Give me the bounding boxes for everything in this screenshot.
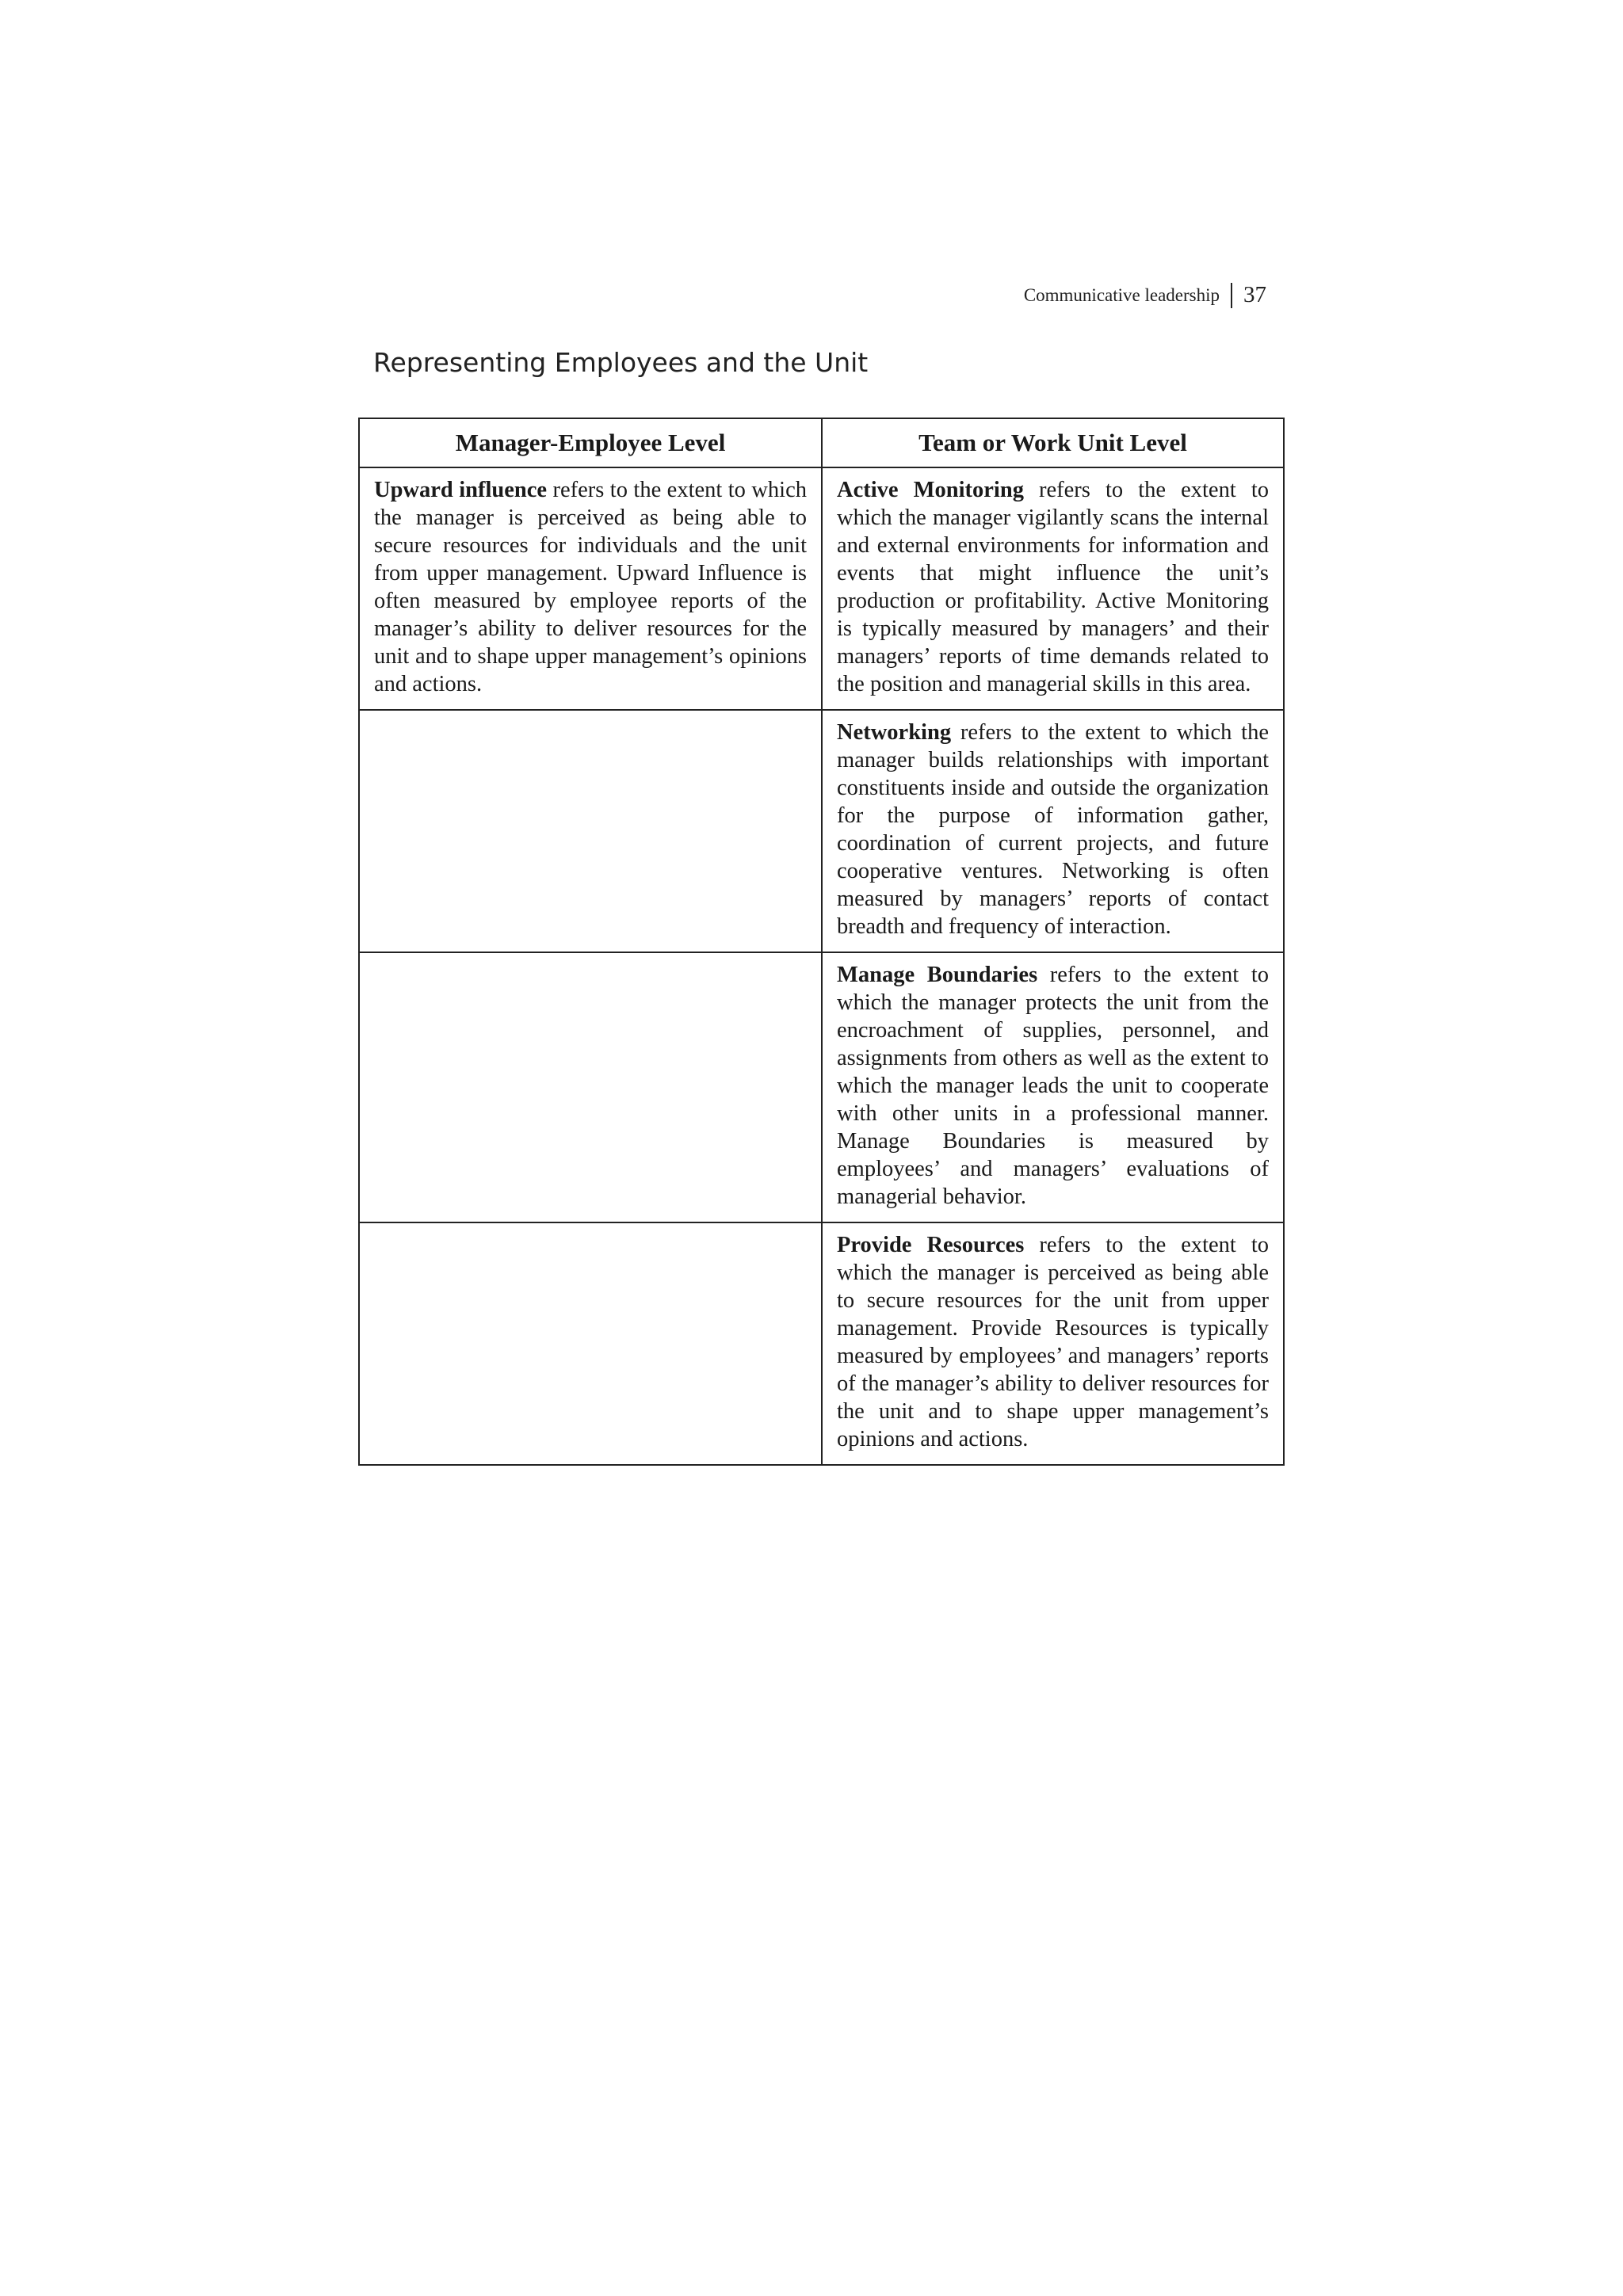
leadership-concepts-table	[358, 418, 1285, 1466]
term-provide-resources: Provide Resources	[837, 1233, 1025, 1257]
table-cell-manager-employee	[359, 1222, 822, 1465]
definition-text: refers to the extent to which the manager is perceived as being able to secure resources for the unit from upper management. Provide Resources is typically measured by employees’ and managers’ reports of the manager’s ability to deliver resources for the unit and to shape upper management’s opinions and actions.	[837, 1233, 1269, 1451]
table-cell-manager-employee	[359, 467, 822, 710]
table-row	[359, 952, 1284, 1222]
page-number: 37	[1243, 282, 1266, 307]
definition-text: refers to the extent to which the manager protects the unit from the encroachment of supplies, personnel, and assignments from others as well as the extent to which the manager leads the unit to cooperate with other units in a professional manner. Manage Boundaries is measured by employees’ and managers’ evaluations of managerial behavior.	[837, 963, 1269, 1209]
table-row	[359, 1222, 1284, 1465]
table-row	[359, 710, 1284, 952]
table-cell-manager-employee	[359, 710, 822, 952]
table-row	[359, 467, 1284, 710]
section-heading: Representing Employees and the Unit	[373, 347, 869, 378]
running-head	[872, 282, 1266, 308]
definition-text: refers to the extent to which the manager builds relationships with important constituents inside and outside the organization for the purpose of information gather, coordination of current projects, and future cooperative ventures. Networking is often measured by managers’ reports of contact breadth and frequency of interaction.	[837, 720, 1269, 939]
table-cell-manager-employee	[359, 952, 822, 1222]
table-cell-team-work-unit	[822, 467, 1284, 710]
running-title: Communicative leadership	[1023, 284, 1220, 305]
term-active-monitoring: Active Monitoring	[837, 478, 1024, 502]
column-header-manager-employee: Manager-Employee Level	[359, 418, 822, 467]
term-networking: Networking	[837, 720, 952, 745]
definition-text: refers to the extent to which the manager vigilantly scans the internal and external environments for information and events that might influence the unit’s production or profitability. Active Monitoring is typically measured by managers’ and their managers’ reports of time demands related to the position and managerial skills in this area.	[837, 478, 1269, 696]
term-manage-boundaries: Manage Boundaries	[837, 963, 1038, 987]
term-upward-influence: Upward influence	[374, 478, 548, 502]
definition-text: refers to the extent to which the manager is perceived as being able to secure resources for individuals and the unit from upper management. Upward Influence is often measured by employee reports of the manager’s ability to deliver resources for the unit and to shape upper management’s opinions and actions.	[374, 478, 808, 696]
table-cell-team-work-unit	[822, 952, 1284, 1222]
running-head-divider	[1231, 283, 1232, 308]
table-header-row	[359, 418, 1284, 467]
column-header-team-work-unit: Team or Work Unit Level	[822, 418, 1284, 467]
table-cell-team-work-unit	[822, 1222, 1284, 1465]
table-cell-team-work-unit	[822, 710, 1284, 952]
